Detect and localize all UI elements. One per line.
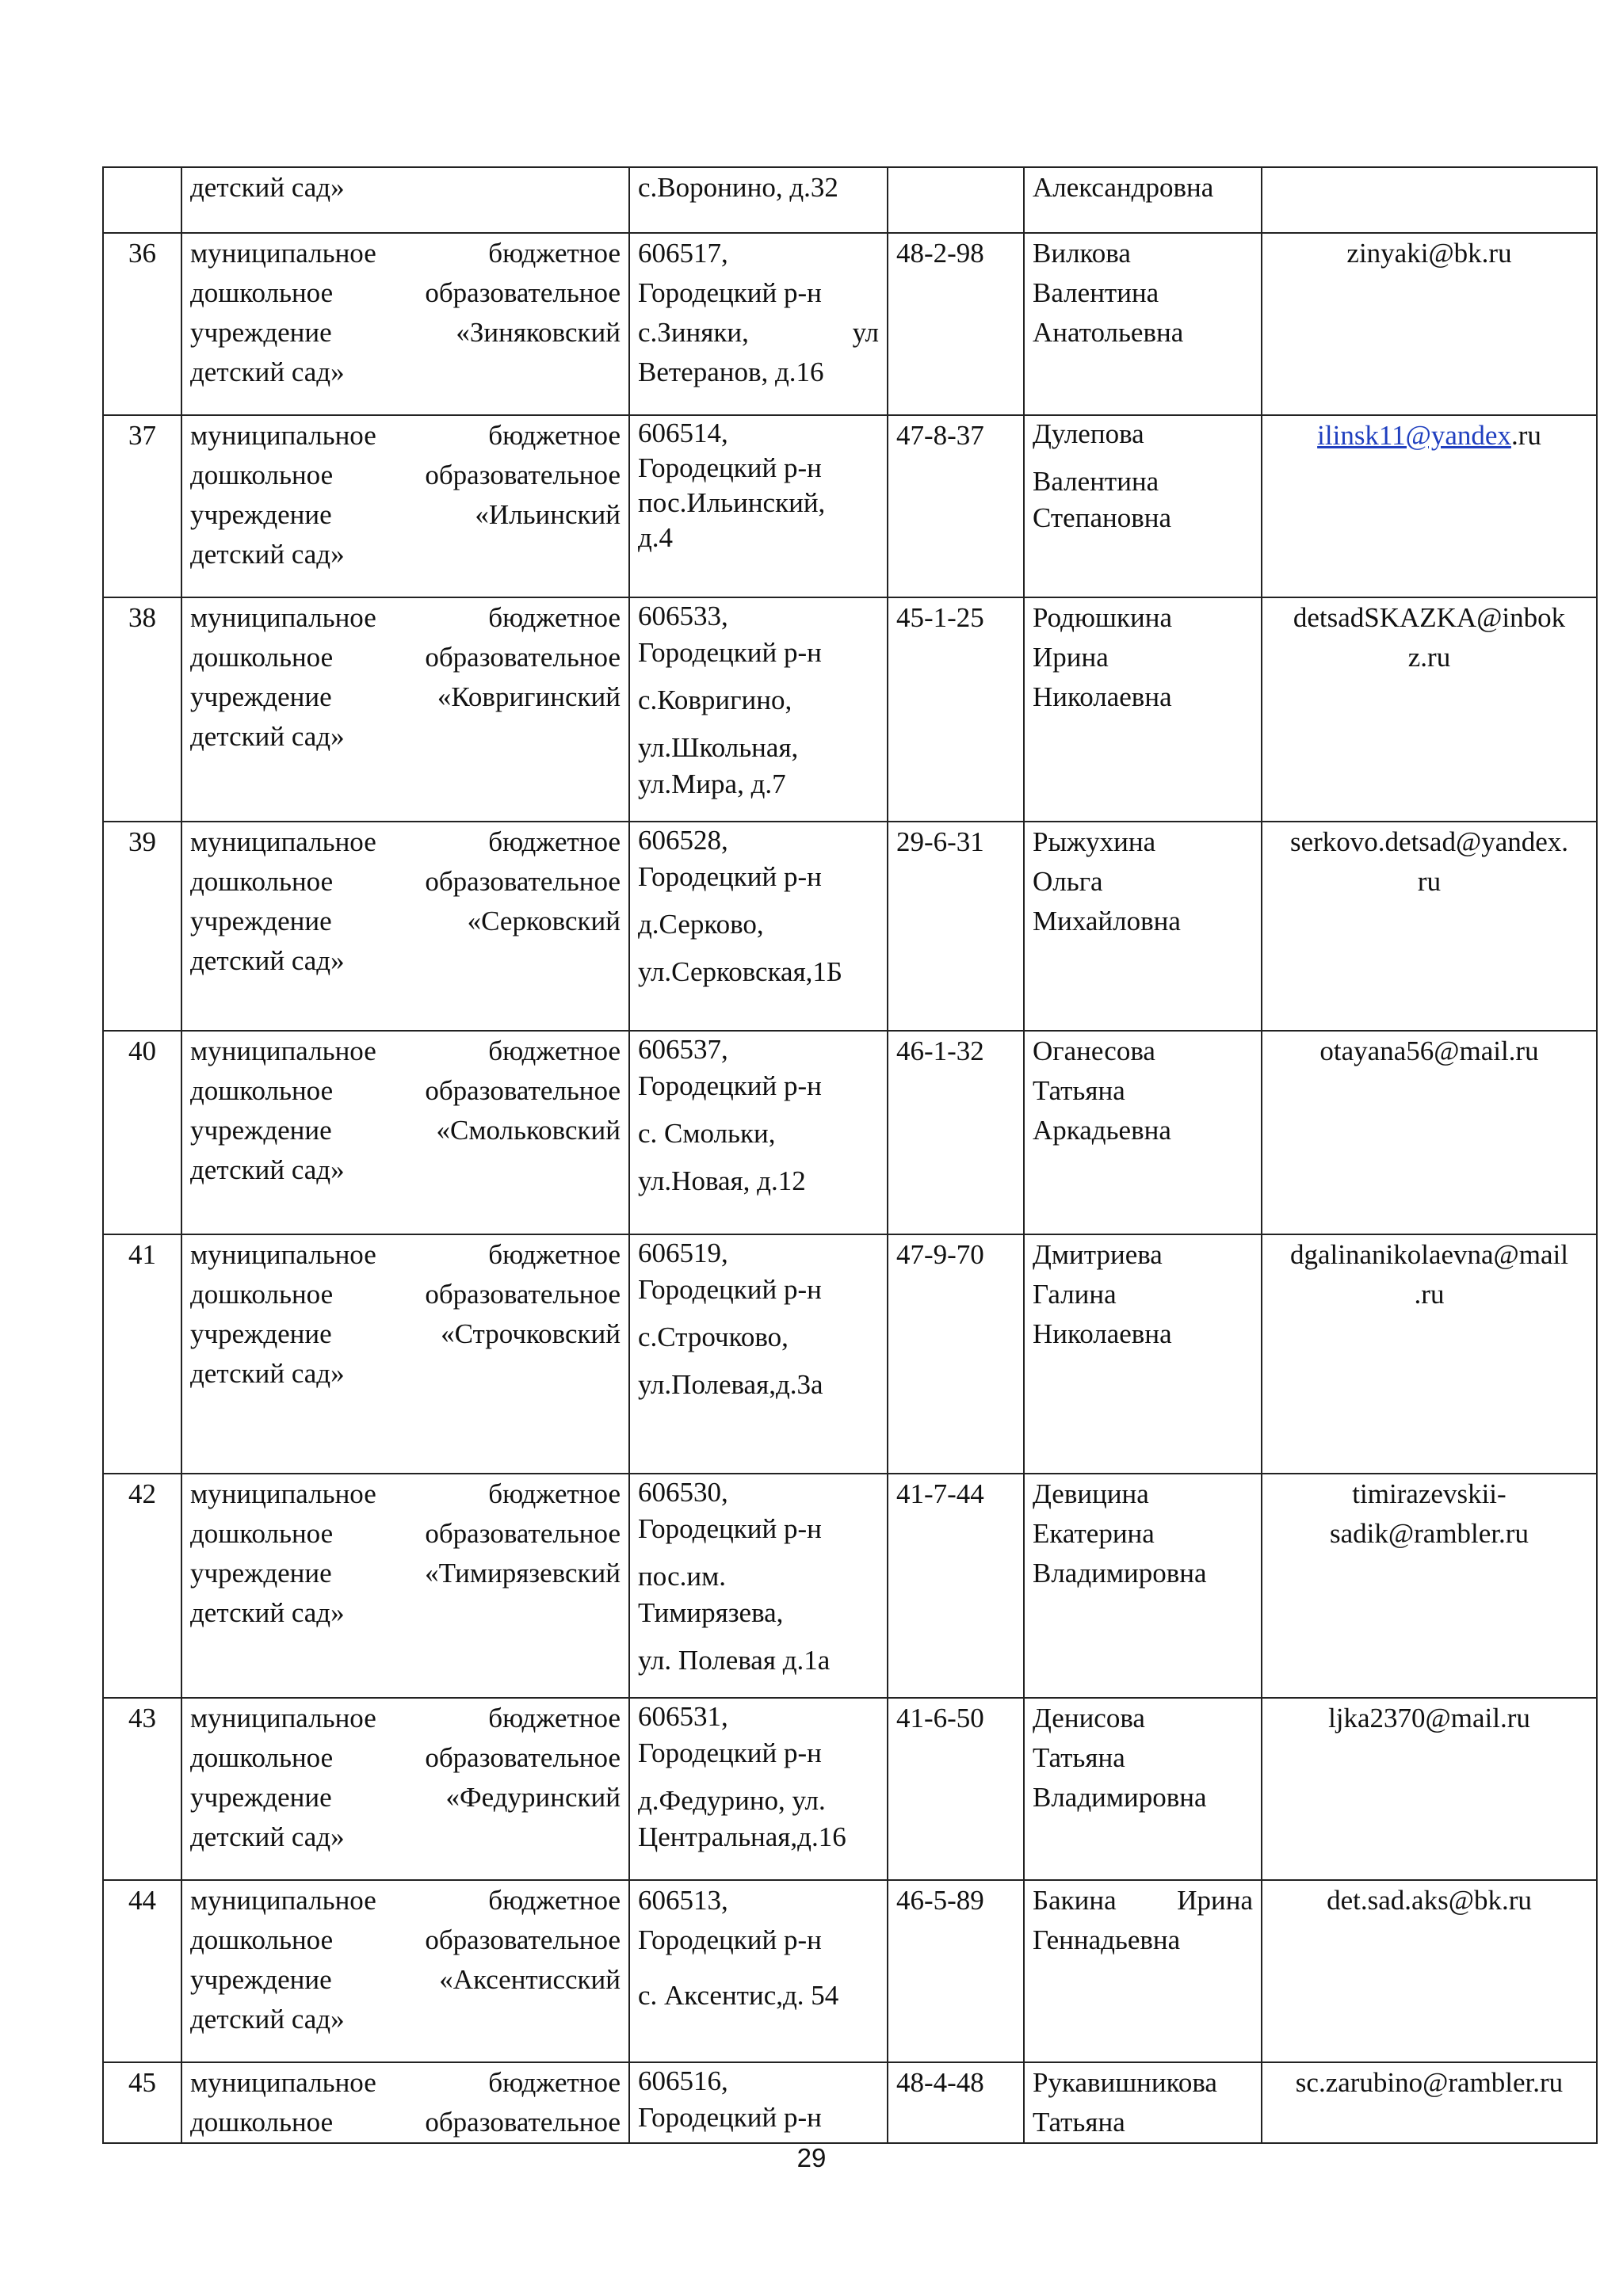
table-row [103, 167, 1597, 233]
institution-email: timirazevskii- sadik@rambler.ru [1262, 1474, 1597, 1698]
institution-address: 606513, Городецкий р-н с. Аксентис,д. 54 [629, 1880, 888, 2062]
institution-name: муниципальное бюджетное дошкольное образовательное учреждение «Ковригинский детский сад» [181, 597, 629, 822]
institution-name: муниципальное бюджетное дошкольное образовательное учреждение «Федуринский детский сад» [181, 1698, 629, 1880]
institutions-table [102, 166, 1598, 2144]
institution-phone: 41-7-44 [888, 1474, 1024, 1698]
institution-name: муниципальное бюджетное дошкольное образовательное учреждение «Аксентисский детский сад» [181, 1880, 629, 2062]
email-link[interactable]: ilinsk11@yandex [1317, 420, 1511, 451]
row-number: 39 [103, 822, 181, 1031]
row-number: 40 [103, 1031, 181, 1234]
institution-phone: 48-2-98 [888, 233, 1024, 415]
institution-email: sc.zarubino@rambler.ru [1262, 2062, 1597, 2143]
institution-head: Родюшкина Ирина Николаевна [1024, 597, 1262, 822]
institution-address: 606533, Городецкий р-н с.Ковригино, ул.Школьная, ул.Мира, д.7 [629, 597, 888, 822]
table-row [103, 1474, 1597, 1698]
institution-head: Вилкова Валентина Анатольевна [1024, 233, 1262, 415]
institution-head: Дмитриева Галина Николаевна [1024, 1234, 1262, 1474]
institution-head: Бакина Ирина Геннадьевна [1024, 1880, 1262, 2062]
row-number: 38 [103, 597, 181, 822]
institution-name: муниципальное бюджетное дошкольное образовательное учреждение «Зиняковский детский сад» [181, 233, 629, 415]
institution-head: Денисова Татьяна Владимировна [1024, 1698, 1262, 1880]
institution-name: муниципальное бюджетное дошкольное образовательное [181, 2062, 629, 2143]
institution-email: serkovo.detsad@yandex. ru [1262, 822, 1597, 1031]
institution-email: zinyaki@bk.ru [1262, 233, 1597, 415]
row-number: 43 [103, 1698, 181, 1880]
institution-name: муниципальное бюджетное дошкольное образовательное учреждение «Тимирязевский детский сад» [181, 1474, 629, 1698]
institution-address: с.Воронино, д.32 [629, 167, 888, 233]
institution-address: 606517, Городецкий р-н с.Зиняки, ул Ветеранов, д.16 [629, 233, 888, 415]
table-row [103, 233, 1597, 415]
institution-email: ilinsk11@yandex.ru [1262, 415, 1597, 597]
table-row [103, 1234, 1597, 1474]
institution-email: det.sad.aks@bk.ru [1262, 1880, 1597, 2062]
institution-head: Девицина Екатерина Владимировна [1024, 1474, 1262, 1698]
row-number: 37 [103, 415, 181, 597]
institution-name: муниципальное бюджетное дошкольное образовательное учреждение «Строчковский детский сад» [181, 1234, 629, 1474]
table-row [103, 1698, 1597, 1880]
institution-phone: 45-1-25 [888, 597, 1024, 822]
institution-phone: 48-4-48 [888, 2062, 1024, 2143]
table-row [103, 1031, 1597, 1234]
institution-head: Оганесова Татьяна Аркадьевна [1024, 1031, 1262, 1234]
institution-head: Рыжухина Ольга Михайловна [1024, 822, 1262, 1031]
row-number [103, 167, 181, 233]
row-number: 42 [103, 1474, 181, 1698]
institution-email: dgalinanikolaevna@mail .ru [1262, 1234, 1597, 1474]
institution-name: муниципальное бюджетное дошкольное образовательное учреждение «Смольковский детский сад» [181, 1031, 629, 1234]
institution-head: Дулепова Валентина Степановна [1024, 415, 1262, 597]
institution-name: муниципальное бюджетное дошкольное образовательное учреждение «Серковский детский сад» [181, 822, 629, 1031]
institution-email [1262, 167, 1597, 233]
institution-address: 606516, Городецкий р-н [629, 2062, 888, 2143]
table-row [103, 1880, 1597, 2062]
institution-name: муниципальное бюджетное дошкольное образовательное учреждение «Ильинский детский сад» [181, 415, 629, 597]
page-number: 29 [796, 2143, 827, 2172]
institution-head: Александровна [1024, 167, 1262, 233]
table-row [103, 597, 1597, 822]
institution-phone: 47-8-37 [888, 415, 1024, 597]
institution-address: 606537, Городецкий р-н с. Смольки, ул.Новая, д.12 [629, 1031, 888, 1234]
row-number: 41 [103, 1234, 181, 1474]
institution-email: detsadSKAZKA@inbok z.ru [1262, 597, 1597, 822]
institution-phone: 46-1-32 [888, 1031, 1024, 1234]
row-number: 45 [103, 2062, 181, 2143]
institution-email: ljka2370@mail.ru [1262, 1698, 1597, 1880]
institution-address: 606530, Городецкий р-н пос.им. Тимирязева, ул. Полевая д.1а [629, 1474, 888, 1698]
institution-phone: 41-6-50 [888, 1698, 1024, 1880]
institution-address: 606531, Городецкий р-н д.Федурино, ул. Центральная,д.16 [629, 1698, 888, 1880]
institution-phone [888, 167, 1024, 233]
institution-phone: 47-9-70 [888, 1234, 1024, 1474]
table-row [103, 822, 1597, 1031]
institution-phone: 46-5-89 [888, 1880, 1024, 2062]
row-number: 44 [103, 1880, 181, 2062]
row-number: 36 [103, 233, 181, 415]
institution-name: детский сад» [181, 167, 629, 233]
institution-phone: 29-6-31 [888, 822, 1024, 1031]
institution-address: 606519, Городецкий р-н с.Строчково, ул.Полевая,д.3а [629, 1234, 888, 1474]
table-row [103, 2062, 1597, 2143]
institution-email: otayana56@mail.ru [1262, 1031, 1597, 1234]
institution-address: 606528, Городецкий р-н д.Серково, ул.Серковская,1Б [629, 822, 888, 1031]
institution-head: Рукавишникова Татьяна [1024, 2062, 1262, 2143]
table-row [103, 415, 1597, 597]
institution-address: 606514, Городецкий р-н пос.Ильинский, д.4 [629, 415, 888, 597]
